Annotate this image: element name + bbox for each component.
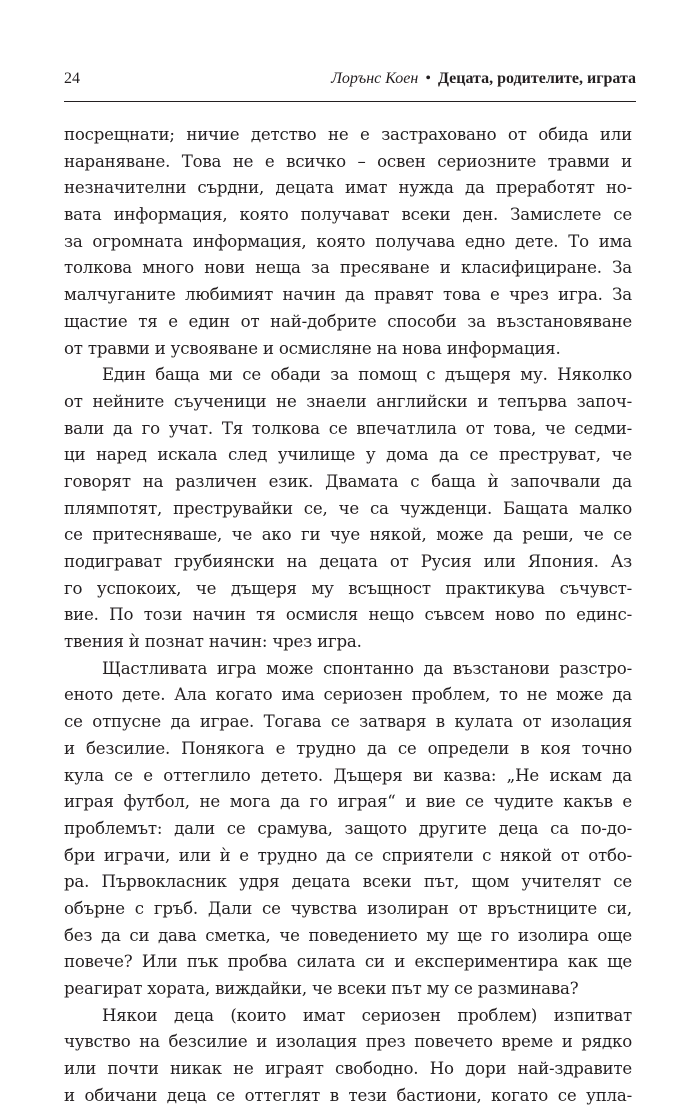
text-line: толкова много нови неща за пресяване и класифициране. За (64, 258, 632, 278)
text-line: за огромната информация, която получава едно дете. То има (64, 231, 632, 251)
text-line: кула се е оттеглило детето. Дъщеря ви казва: „Не искам да (64, 765, 632, 785)
text-line: твения ѝ познат начин: чрез игра. (64, 632, 362, 652)
text-line: Един баща ми се обади за помощ с дъщеря му. Няколко (102, 365, 632, 385)
text-line: повече? Или пък пробва силата си и експериментира как ще (64, 952, 632, 972)
text-line: щастие тя е един от най-добрите способи за възстановяване (64, 311, 632, 331)
text-line: играя футбол, не мога да го играя“ и вие се чудите какъв е (64, 792, 632, 812)
text-line: обърне с гръб. Дали се чувства изолиран от връстниците си, (64, 898, 632, 918)
text-line: се отпусне да играе. Тогава се затваря в кулата от изолация (64, 712, 632, 732)
bullet-separator: • (425, 70, 431, 87)
body-text (64, 122, 632, 1109)
text-line: и безсилие. Понякога е трудно да се определи в коя точно (64, 738, 632, 758)
text-line: подиграват грубиянски на децата от Русия или Япония. Аз (64, 552, 632, 571)
paragraph (64, 1003, 632, 1109)
page-number: 24 (64, 70, 80, 87)
text-line: вата информация, която получават всеки ден. Замислете се (64, 205, 632, 225)
text-line: ци наред искала след училище у дома да се преструват, че (64, 445, 632, 465)
text-line: го успокоих, че дъщеря му всъщност практикува съчувст- (64, 578, 632, 598)
paragraph (64, 362, 632, 656)
text-line: без да си дава сметка, че поведението му ще го изолира още (64, 925, 632, 945)
text-line: се притесняваше, че ако ги чуе някой, може да реши, че се (64, 525, 632, 545)
text-line: вали да го учат. Тя толкова се впечатлила от това, че седми- (64, 418, 632, 438)
text-line: посрещнати; ничие детство не е застраховано от обида или (64, 125, 632, 144)
text-line: Някои деца (които имат сериозен проблем) изпитват (102, 1005, 632, 1025)
text-line: от травми и усвояване и осмисляне на нова информация. (64, 338, 561, 358)
text-line: Щастливата игра може спонтанно да възстанови разстро- (102, 658, 632, 678)
text-line: реагират хората, виждайки, че всеки път му се разминава? (64, 979, 579, 998)
text-line: бри играчи, или ѝ е трудно да се сприятели с някой от отбо- (64, 845, 632, 865)
text-line: говорят на различен език. Двамата с баща ѝ започвали да (64, 471, 632, 491)
text-line: ра. Първокласник удря децата всеки път, щом учителят се (64, 872, 632, 892)
text-line: малчуганите любимият начин да правят това е чрез игра. За (64, 285, 632, 305)
text-line: еното дете. Ала когато има сериозен проблем, то не може да (64, 685, 632, 705)
author-name: Лорънс Коен (331, 70, 419, 87)
text-line: плямпотят, преструвайки се, че са чужденци. Бащата малко (64, 498, 632, 518)
book-title: Децата, родителите, играта (437, 70, 636, 87)
header-rule (64, 101, 636, 102)
text-line: от нейните съученици не знаели английски и тепърва започ- (64, 391, 632, 411)
text-line: чувство на безсилие и изолация през повечето време и рядко (64, 1032, 632, 1052)
text-line: нараняване. Това не е всичко – освен сериозните травми и (64, 151, 632, 171)
paragraph (64, 122, 632, 362)
text-line: вие. По този начин тя осмисля нещо съвсем ново по единс- (64, 605, 632, 625)
text-line: или почти никак не играят свободно. Но дори най-здравите (64, 1059, 632, 1079)
text-line: проблемът: дали се срамува, защото другите деца са по-до- (64, 818, 632, 838)
text-line: незначителни сърдни, децата имат нужда да преработят но- (64, 178, 632, 198)
text-line: и обичани деца се оттеглят в тези бастиони, когато се упла- (64, 1085, 632, 1105)
running-head-title (331, 70, 636, 88)
running-header (64, 70, 636, 94)
paragraph (64, 656, 632, 1003)
